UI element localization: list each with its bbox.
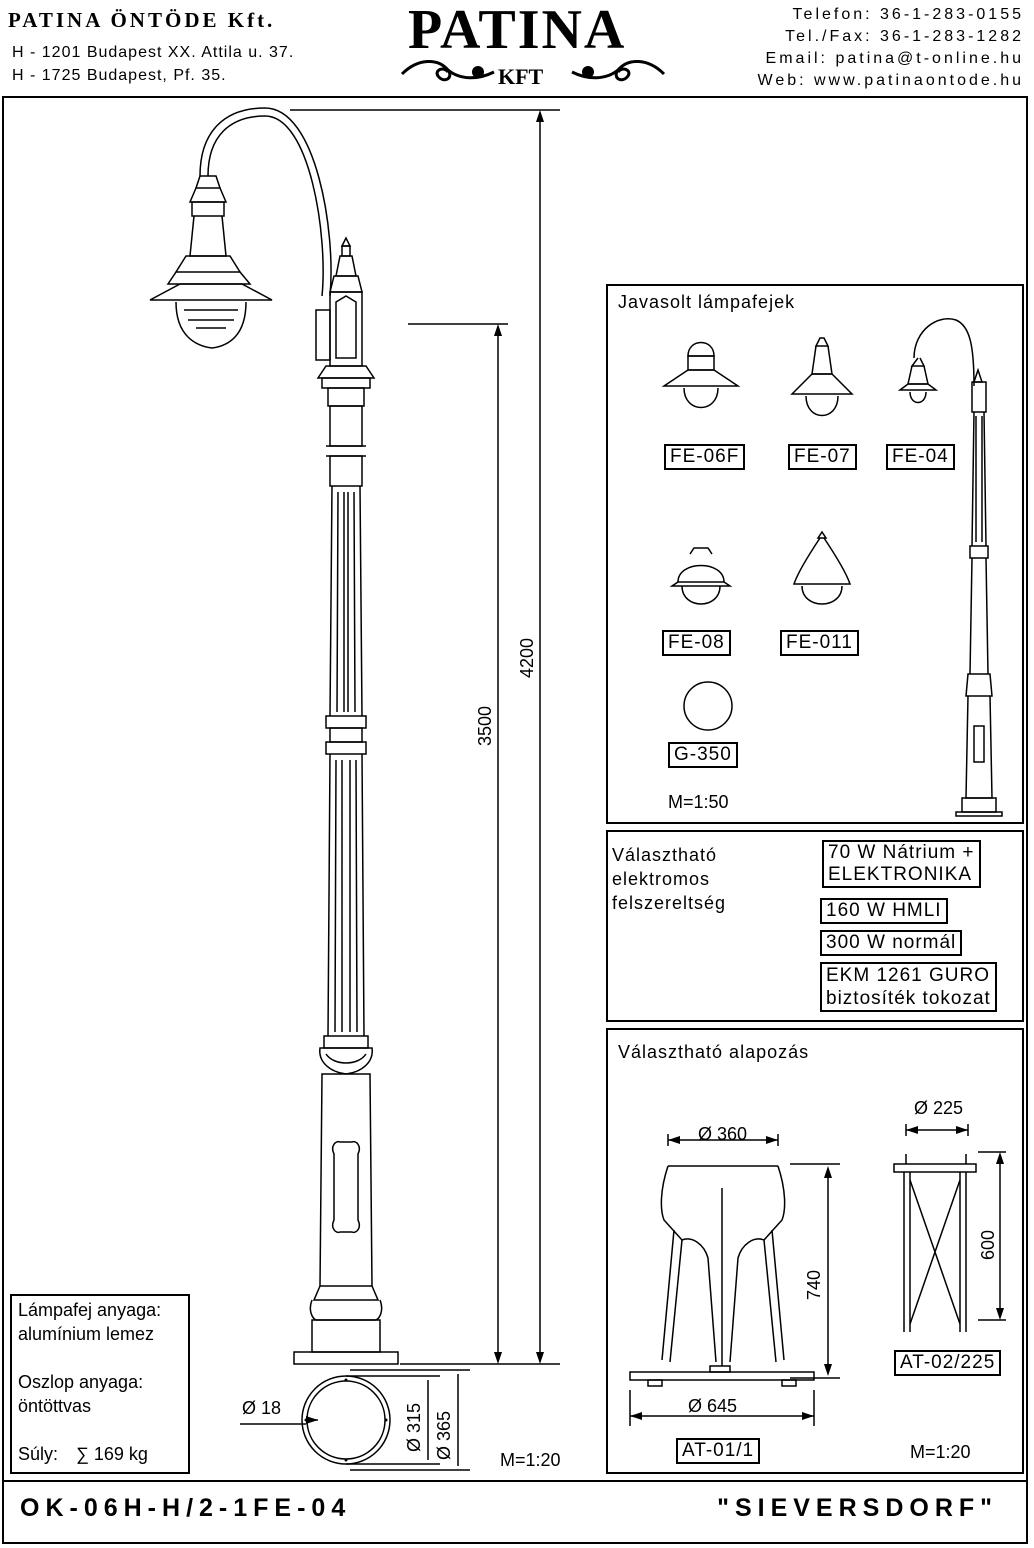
dimension-outer-diameter: Ø 365	[434, 1410, 454, 1460]
product-code: OK-06H-H/2-1FE-04	[20, 1494, 352, 1522]
electrical-title-2: elektromos	[612, 869, 711, 889]
address-line-1: H - 1201 Budapest XX. Attila u. 37.	[12, 44, 295, 61]
lamp-heads-scale: M=1:50	[668, 792, 729, 812]
lamp-head-fe-04[interactable]: FE-04	[886, 444, 955, 470]
lamp-head-g-350[interactable]: G-350	[668, 742, 738, 768]
electrical-option-guro-line1: EKM 1261 GURO	[826, 965, 990, 986]
at02-height: 600	[978, 1229, 998, 1260]
at01-top-diameter: Ø 360	[698, 1124, 748, 1144]
logo-text: PATINA	[408, 0, 627, 61]
electrical-option-normal[interactable]: 300 W normál	[820, 930, 962, 956]
post-material-label: Oszlop anyaga:	[18, 1372, 144, 1392]
dimension-bolt-diameter: Ø 18	[242, 1398, 282, 1418]
lamp-post-drawing	[0, 96, 600, 1496]
weight-label: Súly:	[18, 1444, 59, 1464]
lamp-head-fe-07[interactable]: FE-07	[788, 444, 857, 470]
at01-base-diameter: Ø 645	[688, 1396, 738, 1416]
electrical-option-natrium[interactable]	[822, 840, 981, 888]
lamp-head-fe-011[interactable]: FE-011	[780, 630, 859, 656]
electrical-option-guro-line2: biztosíték tokozat	[826, 988, 991, 1009]
web-address[interactable]: Web: www.patinaontode.hu	[757, 72, 1024, 89]
electrical-option-natrium-line1: 70 W Nátrium +	[828, 842, 975, 863]
foundation-panel	[606, 1028, 1024, 1474]
materials-box	[10, 1294, 190, 1474]
electrical-panel	[606, 830, 1024, 1022]
address-line-2: H - 1725 Budapest, Pf. 35.	[12, 67, 227, 84]
foundation-at02[interactable]: AT-02/225	[894, 1350, 1001, 1376]
fax-number: Tel./Fax: 36-1-283-1282	[785, 28, 1024, 45]
dimension-total-height: 4200	[517, 637, 537, 678]
at01-height: 740	[804, 1269, 824, 1300]
electrical-option-natrium-line2: ELEKTRONIKA	[828, 864, 973, 885]
dimension-inner-diameter: Ø 315	[404, 1402, 424, 1452]
electrical-title-1: Választható	[612, 845, 718, 865]
footer-divider	[2, 1480, 1028, 1482]
logo-subtitle: KFT	[498, 64, 544, 89]
lamp-head-fe-06f[interactable]: FE-06F	[664, 444, 745, 470]
lamp-heads-title: Javasolt lámpafejek	[618, 292, 796, 312]
main-scale-label: M=1:20	[500, 1450, 561, 1470]
post-material-value: öntöttvas	[18, 1396, 92, 1416]
company-name: PATINA ÖNTÖDE Kft.	[8, 8, 276, 32]
dimension-mount-height: 3500	[475, 705, 495, 746]
head-material-label: Lámpafej anyaga:	[18, 1300, 162, 1320]
weight-value: ∑ 169 kg	[76, 1444, 148, 1464]
lamp-head-fe-08[interactable]: FE-08	[662, 630, 731, 656]
foundation-title: Választható alapozás	[618, 1042, 810, 1062]
electrical-option-guro[interactable]	[820, 962, 997, 1012]
at02-diameter: Ø 225	[914, 1098, 964, 1118]
head-material-value: alumínium lemez	[18, 1324, 155, 1344]
electrical-option-hmli[interactable]: 160 W HMLI	[820, 898, 948, 924]
lamp-heads-panel	[606, 284, 1024, 824]
electrical-title-3: felszereltség	[612, 893, 727, 913]
phone-number: Telefon: 36-1-283-0155	[792, 6, 1024, 23]
foundation-scale: M=1:20	[910, 1442, 971, 1462]
foundation-at01[interactable]: AT-01/1	[676, 1438, 760, 1464]
foundation-drawings	[608, 1030, 1022, 1472]
email-address[interactable]: Email: patina@t-online.hu	[765, 50, 1024, 67]
product-name: "SIEVERSDORF"	[717, 1494, 998, 1522]
